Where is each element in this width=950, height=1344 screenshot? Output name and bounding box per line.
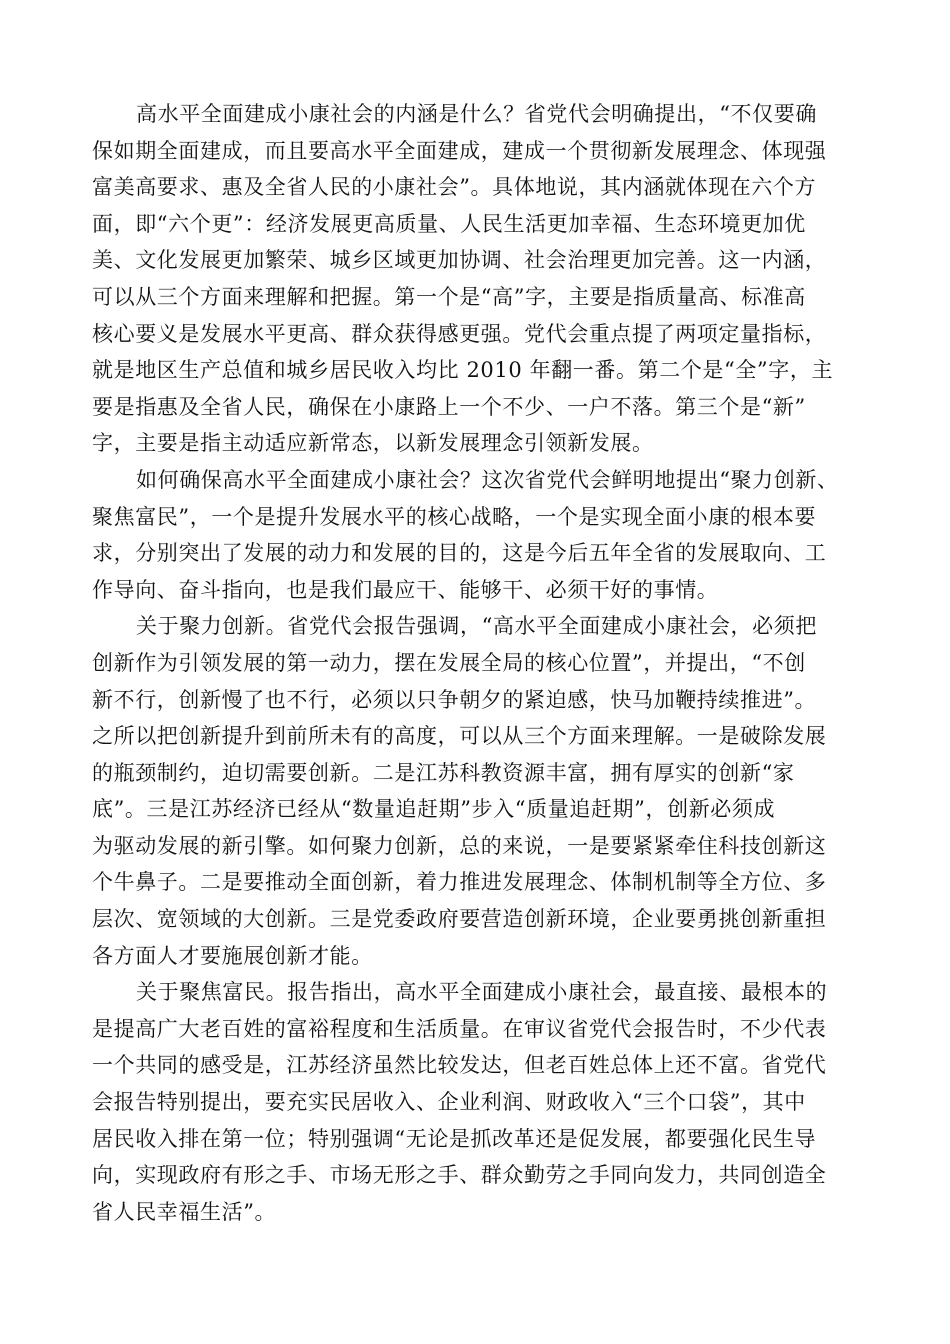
text-line: 个牛鼻子。二是要推动全面创新，着力推进发展理念、体制机制等全方位、多 <box>92 870 827 895</box>
text-line: 核心要义是发展水平更高、群众获得感更强。党代会重点提了两项定量指标， <box>92 321 827 346</box>
text-line: 的瓶颈制约，迫切需要创新。二是江苏科教资源丰富，拥有厚实的创新“家 <box>92 760 795 785</box>
text-line: 聚焦富民”，一个是提升发展水平的核心战略，一个是实现全面小康的根本要 <box>92 504 817 529</box>
text-line: 作导向、奋斗指向，也是我们最应干、能够干、必须干好的事情。 <box>92 577 719 602</box>
paragraph-innovation <box>92 608 862 974</box>
paragraph-how-to-ensure <box>92 462 862 608</box>
text-line: 如何确保高水平全面建成小康社会？这次省党代会鲜明地提出“聚力创新、 <box>136 467 839 492</box>
text-line: 省人民幸福生活”。 <box>92 1199 277 1224</box>
text-line: 关于聚焦富民。报告指出，高水平全面建成小康社会，最直接、最根本的 <box>136 980 828 1005</box>
text-line: 保如期全面建成，而且要高水平全面建成，建成一个贯彻新发展理念、体现强 <box>92 138 827 163</box>
text-line: 为驱动发展的新引擎。如何聚力创新，总的来说，一是要紧紧牵住科技创新这 <box>92 833 827 858</box>
text-line: 可以从三个方面来理解和把握。第一个是“高”字，主要是指质量高、标准高 <box>92 284 806 309</box>
text-line: 求，分别突出了发展的动力和发展的目的，这是今后五年全省的发展取向、工 <box>92 541 827 566</box>
text-line: 关于聚力创新。省党代会报告强调，“高水平全面建成小康社会，必须把 <box>136 614 817 639</box>
text-line: 高水平全面建成小康社会的内涵是什么？省党代会明确提出，“不仅要确 <box>136 102 817 126</box>
text-line: 底”。三是江苏经济已经从“数量追赶期”步入“质量追赶期”，创新必须成 <box>92 797 776 822</box>
text-line: 层次、宽领域的大创新。三是党委政府要营造创新环境，企业要勇挑创新重担 <box>92 907 827 932</box>
paragraph-connotation <box>92 96 862 462</box>
text-line: 美、文化发展更加繁荣、城乡区域更加协调、社会治理更加完善。这一内涵， <box>92 248 827 273</box>
document-page <box>92 96 862 1230</box>
text-line: 创新作为引领发展的第一动力，摆在发展全局的核心位置”，并提出，“不创 <box>92 650 806 675</box>
text-line: 是提高广大老百姓的富裕程度和生活质量。在审议省党代会报告时，不少代表 <box>92 1016 827 1041</box>
text-line: 就是地区生产总值和城乡居民收入均比 2010 年翻一番。第二个是“全”字，主 <box>92 358 834 383</box>
text-line: 新不行，创新慢了也不行，必须以只争朝夕的紧迫感，快马加鞭持续推进”。 <box>92 687 817 712</box>
text-line: 向，实现政府有形之手、市场无形之手、群众勤劳之手同向发力，共同创造全 <box>92 1163 827 1188</box>
text-line: 面，即“六个更”：经济发展更高质量、人民生活更加幸福、生态环境更加优 <box>92 211 806 236</box>
text-line: 居民收入排在第一位；特别强调“无论是抓改革还是促发展，都要强化民生导 <box>92 1126 817 1151</box>
text-line: 各方面人才要施展创新才能。 <box>92 943 373 968</box>
paragraph-enrich-people <box>92 974 862 1230</box>
text-line: 一个共同的感受是，江苏经济虽然比较发达，但老百姓总体上还不富。省党代 <box>92 1053 827 1078</box>
text-line: 会报告特别提出，要充实民居收入、企业利润、财政收入“三个口袋”，其中 <box>92 1090 806 1115</box>
text-line: 之所以把创新提升到前所未有的高度，可以从三个方面来理解。一是破除发展 <box>92 724 827 749</box>
text-line: 要是指惠及全省人民，确保在小康路上一个不少、一户不落。第三个是“新” <box>92 394 806 419</box>
text-line: 字，主要是指主动适应新常态，以新发展理念引领新发展。 <box>92 431 654 456</box>
text-line: 富美高要求、惠及全省人民的小康社会”。具体地说，其内涵就体现在六个方 <box>92 175 817 200</box>
